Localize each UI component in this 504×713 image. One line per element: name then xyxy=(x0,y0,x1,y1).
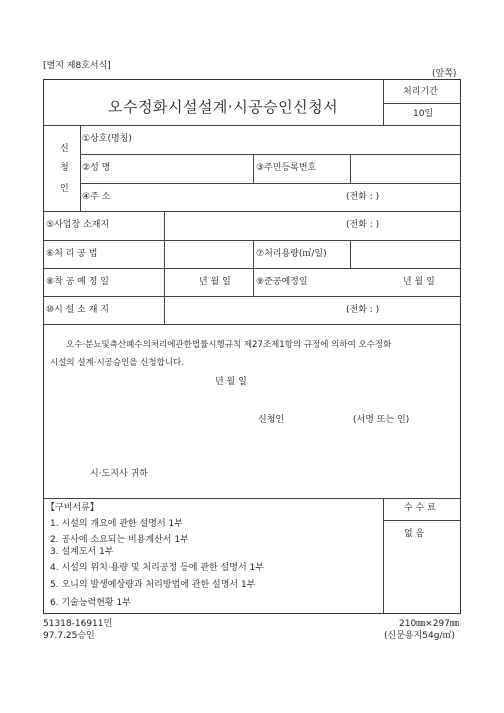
address-phone: (전화 : ) xyxy=(346,192,380,202)
addressee: 시·도지사 귀하 xyxy=(90,469,148,479)
footer-paper-size: 210㎜×297㎜ xyxy=(399,619,459,629)
statement-line-1: 오수·분뇨및축산폐수의처리에관한법률시행규칙 제27조제1항의 규정에 의하여 오수정화 xyxy=(66,340,392,350)
processing-period-value: 10일 xyxy=(413,109,434,119)
document-item-6: 6. 기술능력현황 1부 xyxy=(50,598,131,608)
address-label: ④주 소 xyxy=(82,192,111,202)
footer-approved: 97.7.25승인 xyxy=(43,631,95,641)
applicant-side-3: 인 xyxy=(60,184,69,194)
applicant-side-2: 청 xyxy=(60,163,69,173)
fee-label: 수 수 료 xyxy=(404,503,436,513)
facility-location-label: ⑩시 설 소 재 지 xyxy=(46,305,109,315)
document-item-2: 2. 공사에 소요되는 비용계산서 1부 xyxy=(50,535,189,545)
treatment-method-label: ⑥처 리 공 법 xyxy=(46,249,98,259)
signature-note: (서명 또는 인) xyxy=(353,415,410,425)
applicant-sign-label: 신청인 xyxy=(258,415,285,425)
form-title: 오수정화시설설계·시공승인신청서 xyxy=(108,98,339,116)
document-item-3: 3. 설계도서 1부 xyxy=(50,547,114,557)
name-label: ②성 명 xyxy=(82,163,111,173)
facility-phone: (전화 : ) xyxy=(346,305,380,315)
document-item-4: 4. 시설의 위치·용량 및 처리공정 등에 관한 설명서 1부 xyxy=(50,563,264,573)
form-number: [별지 제8호서식] xyxy=(43,61,111,71)
business-location-label: ⑤사업장 소재지 xyxy=(46,220,110,230)
document-item-5: 5. 오니의 발생예상량과 처리방법에 관한 설명서 1부 xyxy=(50,580,256,590)
business-phone: (전화 : ) xyxy=(346,220,380,230)
processing-period-label: 처리기간 xyxy=(403,87,438,97)
start-date-value: 년 월 일 xyxy=(199,277,231,287)
treatment-capacity-label: ⑦처리용량(㎥/일) xyxy=(256,249,327,259)
firm-name-label: ①상호(명칭) xyxy=(82,134,132,144)
resident-number-label: ③주민등록번호 xyxy=(256,163,317,173)
statement-line-2: 시설의 설계·시공승인을 신청합니다. xyxy=(50,358,184,368)
footer-code: 51318-16911민 xyxy=(43,619,113,629)
statement-date: 년 월 일 xyxy=(215,377,247,387)
page-side-label: (앞쪽) xyxy=(432,69,457,79)
footer-paper-type: (신문용지54g/㎡) xyxy=(384,631,455,641)
start-date-label: ⑧착 공 예 정 일 xyxy=(46,277,109,287)
documents-header: 【구비서류】 xyxy=(46,503,99,513)
completion-date-label: ⑨준공예정일 xyxy=(256,277,308,287)
applicant-side-1: 신 xyxy=(60,144,69,154)
document-item-1: 1. 시설의 개요에 관한 설명서 1부 xyxy=(50,519,183,529)
fee-value: 없 음 xyxy=(404,529,425,539)
completion-date-value: 년 월 일 xyxy=(403,277,435,287)
